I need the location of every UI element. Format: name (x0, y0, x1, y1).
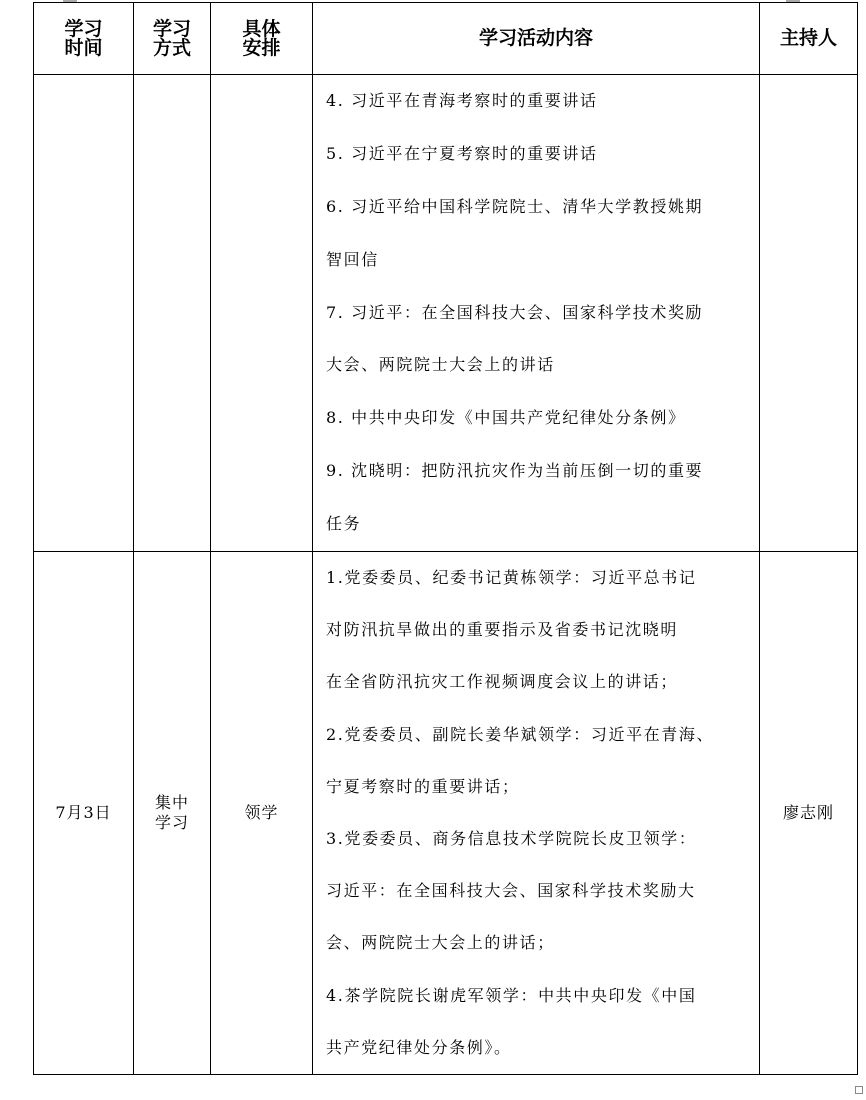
header-study-method (134, 3, 211, 75)
content-line: 9. 沈晓明：把防汛抗灾作为当前压倒一切的重要 (326, 461, 704, 481)
header-arrangement-line1: 具体 (242, 17, 281, 40)
content-line: 6. 习近平给中国科学院院士、清华大学教授姚期 (326, 196, 704, 216)
content-line: 共产党纪律处分条例》。 (326, 1037, 512, 1057)
content-line: 宁夏考察时的重要讲话； (326, 776, 520, 796)
paragraph-end-mark (855, 1086, 863, 1094)
cell-host (760, 75, 858, 552)
header-study-time-line1: 学习 (64, 17, 103, 40)
cell-host: 廖志刚 (760, 552, 858, 1075)
cell-study-method (134, 552, 211, 1075)
content-line: 1.党委委员、纪委书记黄栋领学：习近平总书记 (326, 568, 697, 588)
content-line: 5. 习近平在宁夏考察时的重要讲话 (326, 143, 598, 163)
content-line: 2.党委委员、副院长姜华斌领学：习近平在青海、 (326, 724, 715, 744)
study-schedule-table (33, 2, 858, 1075)
content-line: 智回信 (326, 249, 379, 269)
study-method-line2: 学习 (154, 812, 189, 832)
content-line: 会、两院院士大会上的讲话； (326, 933, 555, 953)
cell-content (313, 552, 760, 1075)
content-line: 大会、两院院士大会上的讲话 (326, 355, 555, 375)
content-line: 任务 (326, 514, 362, 534)
header-study-method-line2: 方式 (152, 36, 191, 59)
header-study-time (34, 3, 134, 75)
content-line: 8. 中共中央印发《中国共产党纪律处分条例》 (326, 408, 686, 428)
header-host: 主持人 (760, 3, 858, 75)
header-arrangement (211, 3, 313, 75)
header-study-method-line1: 学习 (152, 17, 191, 40)
content-line: 7. 习近平：在全国科技大会、国家科学技术奖励 (326, 302, 704, 322)
cell-arrangement (211, 75, 313, 552)
content-line: 3.党委委员、商务信息技术学院院长皮卫领学： (326, 828, 697, 848)
header-row (34, 3, 858, 75)
cell-content (313, 75, 760, 552)
content-line: 习近平：在全国科技大会、国家科学技术奖励大 (326, 881, 696, 901)
content-line: 在全省防汛抗灾工作视频调度会议上的讲话； (326, 672, 679, 692)
table-row (34, 75, 858, 552)
header-content: 学习活动内容 (313, 3, 760, 75)
cell-arrangement: 领学 (211, 552, 313, 1075)
cell-study-time (34, 75, 134, 552)
table-row (34, 552, 858, 1075)
content-line: 4.茶学院院长谢虎军领学：中共中央印发《中国 (326, 985, 697, 1005)
cell-study-method (134, 75, 211, 552)
cell-study-time: 7月3日 (34, 552, 134, 1075)
study-method-line1: 集中 (154, 792, 189, 812)
content-line: 4. 习近平在青海考察时的重要讲话 (326, 91, 598, 110)
header-arrangement-line2: 安排 (242, 36, 281, 59)
content-line: 对防汛抗旱做出的重要指示及省委书记沈晓明 (326, 620, 679, 640)
header-study-time-line2: 时间 (64, 36, 103, 59)
